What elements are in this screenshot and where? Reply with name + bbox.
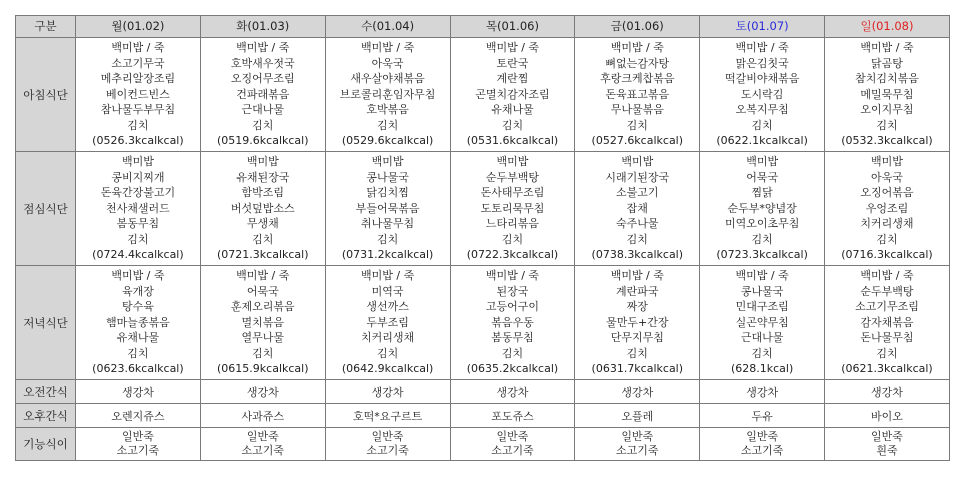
menu-item: 도토리묵무침 (480, 201, 545, 215)
menu-item: 콩비지찌개 (111, 170, 165, 184)
lunch-row (16, 152, 950, 266)
menu-item: 감자채볶음 (860, 315, 914, 329)
menu-item: 곤멸치감자조림 (475, 87, 550, 101)
menu-item: 햄마늘종볶음 (106, 315, 170, 329)
menu-item: 고등어구이 (485, 300, 540, 314)
pm-snack-cell-fri: 오플레 (575, 404, 700, 428)
menu-item: 유채나물 (116, 331, 160, 345)
menu-item: 생선까스 (366, 300, 409, 314)
menu-item: (0622.1kcalkcal) (716, 134, 808, 148)
lunch-cell-thu (450, 152, 575, 266)
menu-item: 무생채 (246, 217, 279, 231)
pm-snack-cell-thu: 포도쥬스 (450, 404, 575, 428)
menu-item: 돈사태무조림 (480, 186, 545, 200)
menu-item: 김치 (876, 118, 898, 132)
menu-item: 닭김치찜 (366, 186, 409, 200)
menu-item: 유채나물 (491, 103, 534, 117)
day-header-sun: 일(01.08) (825, 16, 950, 38)
am-snack-row-label: 오전간식 (16, 380, 76, 404)
am-snack-cell-thu: 생강차 (450, 380, 575, 404)
menu-item: 백미밥 / 죽 (111, 268, 165, 282)
menu-item: 어묵국 (746, 170, 779, 184)
am-snack-cell-fri: 생강차 (575, 380, 700, 404)
menu-item: 볶음우동 (491, 315, 534, 329)
breakfast-row-label: 아침식단 (16, 38, 76, 152)
menu-item: 메밀묵무침 (860, 87, 914, 101)
menu-item: 봄동무침 (491, 331, 534, 345)
am-snack-cell-sun: 생강차 (825, 380, 950, 404)
menu-item: 백미밥 / 죽 (111, 40, 165, 54)
menu-item: 순두부*양념장 (727, 201, 797, 215)
menu-item: 소고기죽 (116, 444, 160, 457)
menu-item: 브로콜리훈임자무침 (339, 87, 436, 101)
lunch-cell-sat (700, 152, 825, 266)
menu-item: 베이컨드빈스 (106, 87, 170, 101)
menu-item: 순두부백탕 (860, 284, 914, 298)
menu-item: 열무나물 (241, 331, 285, 345)
menu-item: 백미밥 / 죽 (361, 40, 415, 54)
menu-item: 봄동무침 (116, 217, 160, 231)
day-header-thu: 목(01.06) (450, 16, 575, 38)
menu-item: 미역국 (371, 284, 404, 298)
am-snack-cell-tue: 생강차 (200, 380, 325, 404)
menu-item: 참치김치볶음 (855, 72, 919, 86)
menu-item: 떡갈비야채볶음 (724, 72, 800, 86)
functional-cell-tue (200, 428, 325, 461)
menu-item: 실곤약무침 (735, 315, 789, 329)
menu-item: 김치 (626, 346, 648, 360)
menu-item: 일반죽 (121, 430, 154, 443)
day-header-sat: 토(01.07) (700, 16, 825, 38)
corner-header: 구분 (16, 16, 76, 38)
menu-item: 숙주나물 (616, 217, 659, 231)
breakfast-cell-sun (825, 38, 950, 152)
menu-item: 찜닭 (751, 186, 773, 200)
menu-item: (0532.3kcalkcal) (841, 134, 933, 148)
dinner-cell-wed (325, 266, 450, 380)
am-snack-cell-wed: 생강차 (325, 380, 450, 404)
menu-item: 소고기죽 (491, 444, 534, 457)
menu-item: 김치 (751, 118, 773, 132)
pm-snack-cell-wed: 호떡*요구르트 (325, 404, 450, 428)
header-row (16, 16, 950, 38)
menu-item: 오징어볶음 (860, 186, 914, 200)
menu-item: 된장국 (496, 284, 529, 298)
menu-item: 소불고기 (616, 186, 659, 200)
menu-item: (0623.6kcalkcal) (92, 362, 184, 376)
menu-item: 멸치볶음 (241, 315, 285, 329)
menu-item: 버섯덮밥소스 (230, 201, 295, 215)
pm-snack-row (16, 404, 950, 428)
menu-item: 닭곰탕 (871, 56, 903, 70)
menu-item: 단무지무침 (610, 331, 664, 345)
menu-item: 오복지무침 (735, 103, 789, 117)
menu-item: 백미밥 (496, 154, 529, 168)
menu-item: 어묵국 (246, 284, 279, 298)
menu-item: 백미밥 / 죽 (485, 268, 540, 282)
menu-item: 김치 (501, 232, 524, 246)
menu-item: 호박볶음 (366, 103, 409, 117)
pm-snack-cell-mon: 오렌지쥬스 (76, 404, 201, 428)
menu-item: 우엉조림 (865, 201, 909, 215)
menu-item: 천사채샐러드 (106, 201, 170, 215)
menu-item: 김치 (127, 118, 149, 132)
lunch-cell-tue (200, 152, 325, 266)
menu-item: 오징어무조림 (230, 72, 295, 86)
menu-item: 백미밥 / 죽 (735, 268, 789, 282)
menu-item: 백미밥 (121, 154, 154, 168)
weekly-menu-table (15, 15, 950, 461)
menu-item: 김치 (376, 118, 399, 132)
breakfast-cell-mon (76, 38, 201, 152)
lunch-cell-wed (325, 152, 450, 266)
menu-item: 참나물두부무침 (100, 103, 176, 117)
menu-item: 백미밥 / 죽 (610, 268, 664, 282)
functional-cell-thu (450, 428, 575, 461)
menu-item: 백미밥 (621, 154, 654, 168)
menu-item: 소고기무국 (111, 56, 165, 70)
menu-item: 김치 (252, 118, 274, 132)
pm-snack-cell-tue: 사과쥬스 (200, 404, 325, 428)
menu-item: 일반죽 (496, 430, 529, 443)
menu-item: 돈나물무침 (860, 331, 914, 345)
menu-item: 김치 (876, 232, 898, 246)
menu-item: 일반죽 (246, 430, 279, 443)
am-snack-row (16, 380, 950, 404)
menu-item: (0621.3kcalkcal) (841, 362, 933, 376)
day-header-tue: 화(01.03) (200, 16, 325, 38)
menu-item: 콩나물국 (740, 284, 784, 298)
functional-cell-sun (825, 428, 950, 461)
menu-item: (0631.7kcalkcal) (591, 362, 684, 376)
dinner-cell-sun (825, 266, 950, 380)
menu-item: 뼈없는감자탕 (605, 56, 670, 70)
menu-item: 김치 (252, 346, 274, 360)
lunch-cell-sun (825, 152, 950, 266)
dinner-cell-mon (76, 266, 201, 380)
menu-item: 유채된장국 (236, 170, 290, 184)
menu-item: (0527.6kcalkcal) (591, 134, 684, 148)
menu-item: 김치 (501, 346, 524, 360)
menu-item: 치커리생채 (860, 217, 914, 231)
dinner-cell-tue (200, 266, 325, 380)
menu-item: (0526.3kcalkcal) (92, 134, 184, 148)
breakfast-cell-thu (450, 38, 575, 152)
breakfast-row (16, 38, 950, 152)
menu-item: 소고기죽 (241, 444, 285, 457)
am-snack-cell-sat: 생강차 (700, 380, 825, 404)
menu-item: 순두부백탕 (485, 170, 540, 184)
menu-item: 근대나물 (241, 103, 285, 117)
breakfast-cell-tue (200, 38, 325, 152)
menu-item: 콩나물국 (366, 170, 409, 184)
menu-item: 소고기무조림 (855, 300, 919, 314)
menu-item: (0738.3kcalkcal) (591, 248, 684, 262)
menu-item: 오이지무침 (860, 103, 914, 117)
dinner-cell-sat (700, 266, 825, 380)
breakfast-cell-fri (575, 38, 700, 152)
menu-item: 두부조림 (366, 315, 409, 329)
breakfast-cell-wed (325, 38, 450, 152)
menu-item: 백미밥 (871, 154, 903, 168)
menu-item: (0716.3kcalkcal) (841, 248, 933, 262)
dinner-cell-fri (575, 266, 700, 380)
menu-item: 탕수육 (121, 300, 154, 314)
menu-item: 일반죽 (371, 430, 404, 443)
menu-item: 흰죽 (876, 444, 898, 457)
menu-item: 김치 (626, 118, 648, 132)
lunch-cell-fri (575, 152, 700, 266)
day-header-fri: 금(01.06) (575, 16, 700, 38)
menu-item: 아욱국 (371, 56, 404, 70)
menu-item: 근대나물 (740, 331, 784, 345)
dinner-row (16, 266, 950, 380)
menu-item: (0635.2kcalkcal) (466, 362, 559, 376)
menu-item: 소고기죽 (740, 444, 784, 457)
menu-item: 백미밥 / 죽 (361, 268, 415, 282)
menu-item: 잡채 (626, 201, 648, 215)
menu-item: 백미밥 / 죽 (236, 268, 290, 282)
am-snack-cell-mon: 생강차 (76, 380, 201, 404)
menu-item: 토란국 (496, 56, 529, 70)
menu-item: 아욱국 (871, 170, 903, 184)
dinner-cell-thu (450, 266, 575, 380)
menu-item: 소고기죽 (366, 444, 409, 457)
breakfast-cell-sat (700, 38, 825, 152)
menu-item: (0529.6kcalkcal) (341, 134, 434, 148)
menu-item: (0723.3kcalkcal) (716, 248, 808, 262)
menu-item: 소고기죽 (616, 444, 659, 457)
menu-item: (628.1kcal) (730, 362, 794, 376)
menu-item: 백미밥 / 죽 (236, 40, 290, 54)
menu-item: 김치 (751, 232, 773, 246)
menu-item: 일반죽 (746, 430, 779, 443)
menu-item: 치커리생채 (361, 331, 415, 345)
menu-item: 부들어묵볶음 (355, 201, 420, 215)
pm-snack-row-label: 오후간식 (16, 404, 76, 428)
menu-item: 느타리볶음 (485, 217, 540, 231)
menu-item: (0731.2kcalkcal) (341, 248, 434, 262)
menu-item: 호박새우젓국 (230, 56, 295, 70)
menu-item: 육개장 (121, 284, 154, 298)
lunch-row-label: 점심식단 (16, 152, 76, 266)
menu-item: 백미밥 (746, 154, 779, 168)
menu-item: 김치 (376, 346, 399, 360)
pm-snack-cell-sun: 바이오 (825, 404, 950, 428)
menu-item: 훈제오리볶음 (230, 300, 295, 314)
menu-item: 새우살야채볶음 (350, 72, 425, 86)
menu-item: 취나물무침 (361, 217, 415, 231)
menu-item: 백미밥 (371, 154, 404, 168)
menu-item: 김치 (376, 232, 399, 246)
menu-item: 김치 (127, 346, 149, 360)
menu-item: 미역오이초무침 (724, 217, 800, 231)
dinner-row-label: 저녁식단 (16, 266, 76, 380)
menu-item: 민대구조림 (735, 300, 789, 314)
menu-item: 도시락김 (740, 87, 784, 101)
menu-item: 일반죽 (871, 430, 903, 443)
menu-item: (0615.9kcalkcal) (217, 362, 309, 376)
menu-item: 건파래볶음 (236, 87, 290, 101)
menu-item: 김치 (751, 346, 773, 360)
menu-item: 시래기된장국 (605, 170, 670, 184)
menu-item: 돈육간장불고기 (100, 186, 176, 200)
menu-item: 함박조림 (241, 186, 285, 200)
day-header-wed: 수(01.04) (325, 16, 450, 38)
functional-cell-fri (575, 428, 700, 461)
day-header-mon: 월(01.02) (76, 16, 201, 38)
menu-item: (0721.3kcalkcal) (217, 248, 309, 262)
menu-item: (0722.3kcalkcal) (466, 248, 559, 262)
menu-item: 백미밥 (246, 154, 279, 168)
functional-cell-mon (76, 428, 201, 461)
menu-item: (0519.6kcalkcal) (217, 134, 309, 148)
menu-item: 물만두+간장 (606, 315, 669, 329)
menu-item: (0531.6kcalkcal) (466, 134, 559, 148)
menu-item: 돈육표고볶음 (605, 87, 670, 101)
menu-item: 일반죽 (621, 430, 654, 443)
menu-item: 후랑크케찹볶음 (600, 72, 675, 86)
functional-row (16, 428, 950, 461)
menu-item: 백미밥 / 죽 (860, 40, 914, 54)
functional-cell-wed (325, 428, 450, 461)
menu-item: 김치 (501, 118, 524, 132)
menu-item: 계란파국 (616, 284, 659, 298)
menu-item: 김치 (626, 232, 648, 246)
menu-item: 백미밥 / 죽 (860, 268, 914, 282)
menu-item: 메추리알장조림 (100, 72, 176, 86)
functional-cell-sat (700, 428, 825, 461)
pm-snack-cell-sat: 두유 (700, 404, 825, 428)
menu-item: 맑은김칫국 (735, 56, 789, 70)
menu-item: (0642.9kcalkcal) (341, 362, 434, 376)
menu-item: 백미밥 / 죽 (735, 40, 789, 54)
functional-row-label: 기능식이 (16, 428, 76, 461)
menu-item: 김치 (252, 232, 274, 246)
menu-item: (0724.4kcalkcal) (92, 248, 184, 262)
menu-item: 짜장 (626, 300, 648, 314)
menu-item: 계란찜 (496, 72, 529, 86)
menu-item: 김치 (127, 232, 149, 246)
menu-item: 백미밥 / 죽 (610, 40, 664, 54)
menu-item: 무나물볶음 (610, 103, 664, 117)
menu-item: 백미밥 / 죽 (485, 40, 540, 54)
lunch-cell-mon (76, 152, 201, 266)
menu-item: 김치 (876, 346, 898, 360)
